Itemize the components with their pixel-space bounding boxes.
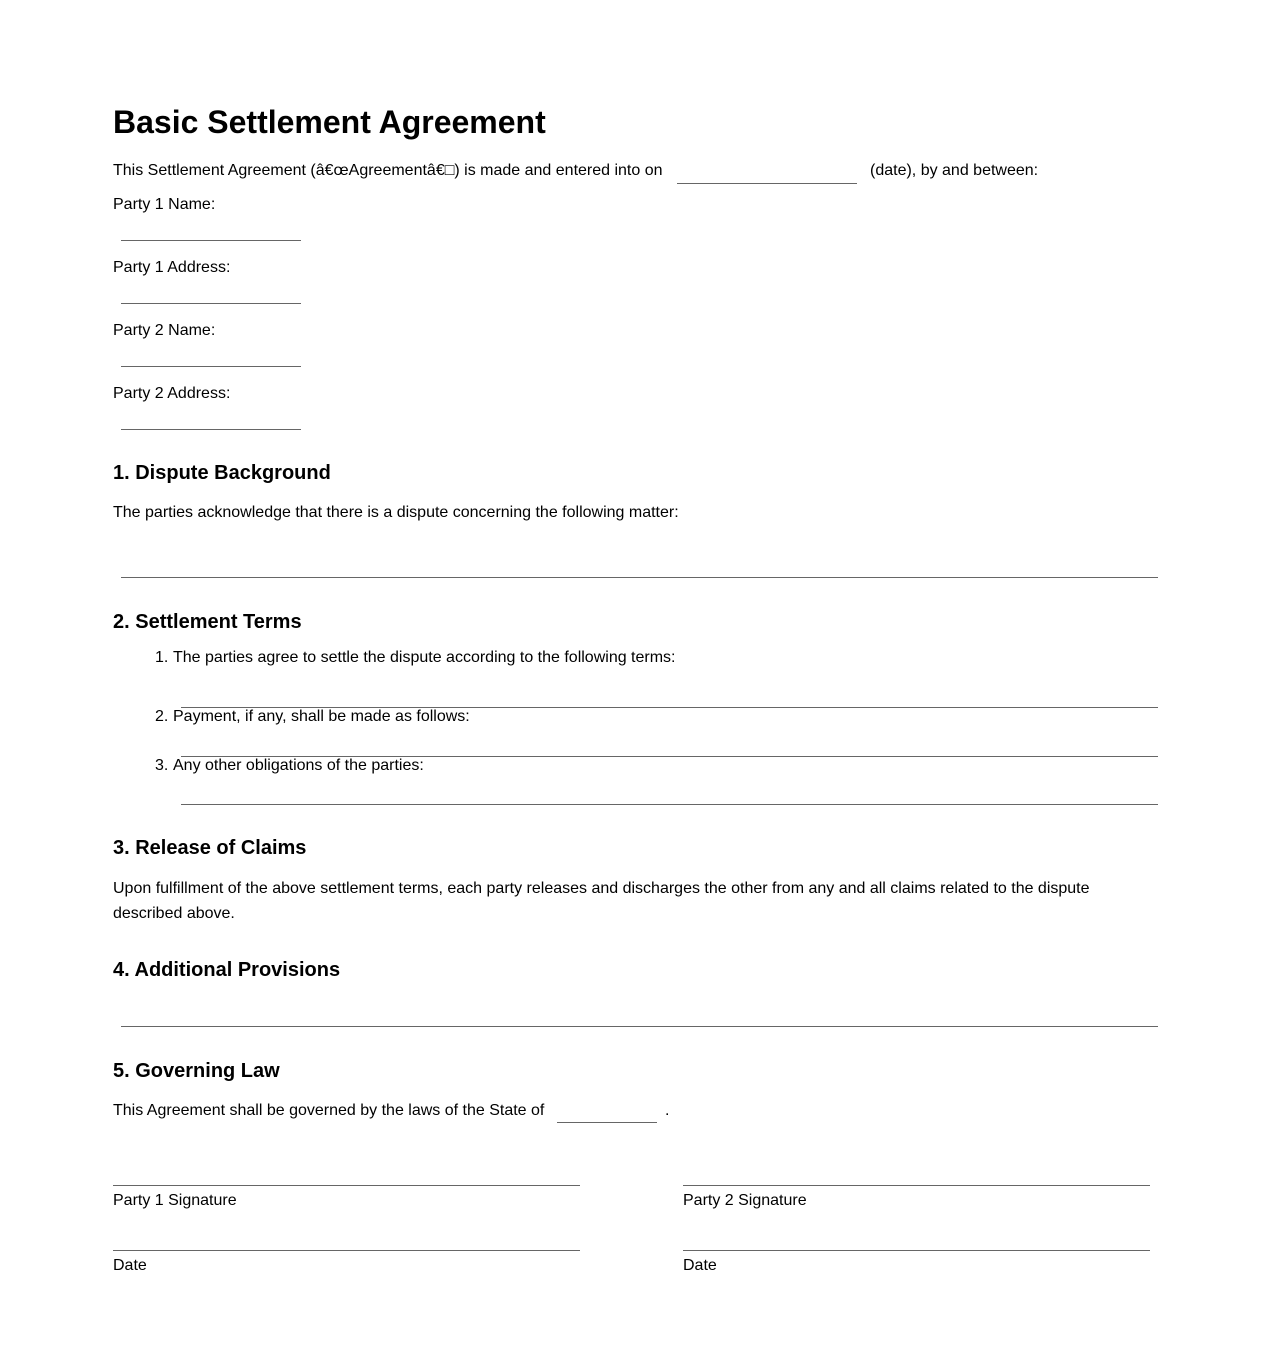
governing-state-input[interactable] bbox=[557, 1102, 657, 1123]
term-item-3-number: 3. bbox=[155, 757, 169, 774]
term-item-1-number: 1. bbox=[155, 649, 169, 666]
additional-provisions-input[interactable] bbox=[121, 1006, 1158, 1027]
section-release-body-line2: described above. bbox=[113, 905, 235, 922]
party2-signature-label: Party 2 Signature bbox=[683, 1192, 807, 1209]
section-additional-heading: 4. Additional Provisions bbox=[113, 959, 341, 981]
term-item-2-number: 2. bbox=[155, 708, 169, 725]
party1-name-input[interactable] bbox=[121, 220, 301, 241]
section-dispute-heading: 1. Dispute Background bbox=[113, 462, 331, 484]
party2-address-input[interactable] bbox=[121, 409, 301, 430]
section-terms-heading: 2. Settlement Terms bbox=[113, 611, 302, 633]
term-item-1-text: The parties agree to settle the dispute according to the following terms: bbox=[173, 649, 676, 666]
party1-signature-label: Party 1 Signature bbox=[113, 1192, 237, 1209]
other-obligations-input[interactable] bbox=[181, 784, 1158, 805]
party1-name-label: Party 1 Name: bbox=[113, 196, 216, 213]
payment-input[interactable] bbox=[181, 736, 1158, 757]
party1-address-input[interactable] bbox=[121, 283, 301, 304]
party1-date-line[interactable] bbox=[113, 1250, 580, 1251]
party1-date-label: Date bbox=[113, 1257, 147, 1274]
term-item-3-text: Any other obligations of the parties: bbox=[173, 757, 424, 774]
party2-name-label: Party 2 Name: bbox=[113, 322, 216, 339]
section-release-body-line1: Upon fulfillment of the above settlement terms, each party releases and discharges the other from any and all claims related to the dispute bbox=[113, 880, 1090, 897]
section-governing-heading: 5. Governing Law bbox=[113, 1060, 280, 1082]
party2-date-line[interactable] bbox=[683, 1250, 1150, 1251]
party2-date-label: Date bbox=[683, 1257, 717, 1274]
party1-address-label: Party 1 Address: bbox=[113, 259, 231, 276]
section-governing-suffix: . bbox=[665, 1102, 670, 1119]
agreement-date-input[interactable] bbox=[677, 163, 857, 184]
terms-input[interactable] bbox=[181, 687, 1158, 708]
party1-signature-line[interactable] bbox=[113, 1185, 580, 1186]
document-title: Basic Settlement Agreement bbox=[113, 104, 546, 140]
term-item-2-text: Payment, if any, shall be made as follows: bbox=[173, 708, 470, 725]
section-release-heading: 3. Release of Claims bbox=[113, 837, 307, 859]
party2-address-label: Party 2 Address: bbox=[113, 385, 231, 402]
dispute-matter-input[interactable] bbox=[121, 557, 1158, 578]
intro-suffix: (date), by and between: bbox=[870, 162, 1039, 179]
intro-text: This Settlement Agreement (â€œAgreementâ€□) is made and entered into on bbox=[113, 162, 663, 179]
party2-signature-line[interactable] bbox=[683, 1185, 1150, 1186]
party2-name-input[interactable] bbox=[121, 346, 301, 367]
section-governing-text: This Agreement shall be governed by the laws of the State of bbox=[113, 1102, 545, 1119]
section-dispute-body: The parties acknowledge that there is a dispute concerning the following matter: bbox=[113, 504, 679, 521]
